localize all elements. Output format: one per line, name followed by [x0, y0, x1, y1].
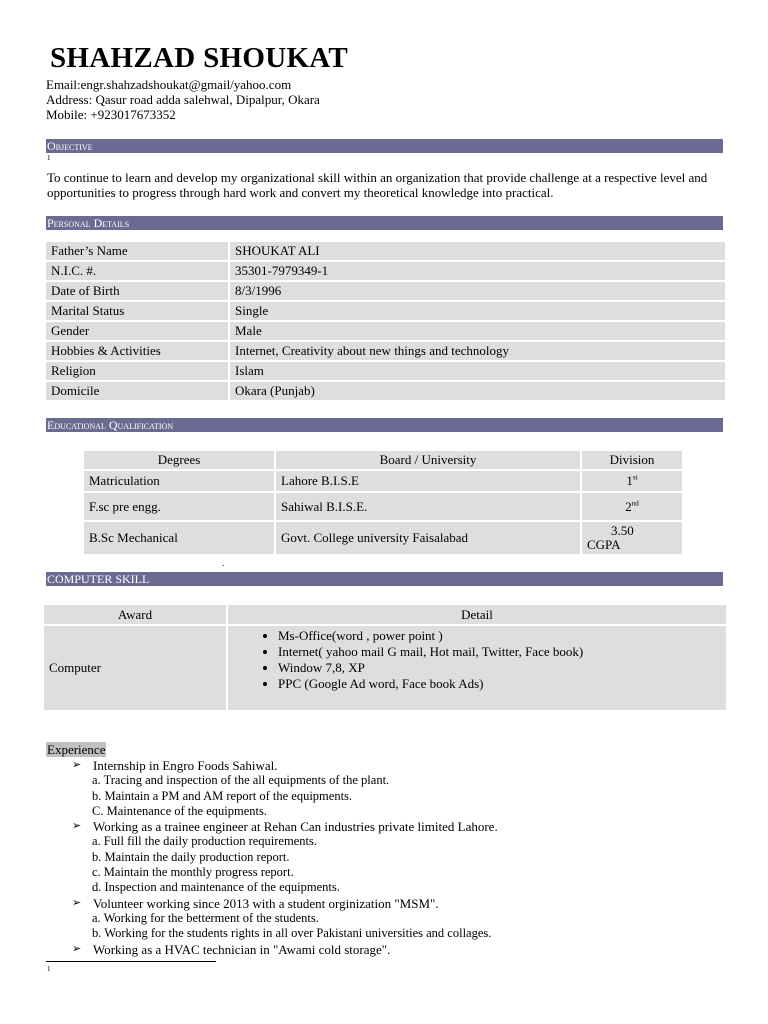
arrow-bullet-icon: ➢	[72, 759, 82, 771]
division-unit: CGPA	[587, 537, 621, 552]
experience-list	[72, 758, 732, 957]
personal-details-table	[44, 240, 727, 402]
personal-details-heading: Personal Details	[46, 216, 723, 230]
experience-text: Internship in Engro Foods Sahiwal.	[93, 758, 278, 773]
experience-subitem: C. Maintenance of the equipments.	[92, 803, 267, 818]
computer-skill-heading: COMPUTER SKILL	[46, 572, 723, 586]
field-value: 8/3/1996	[230, 282, 725, 300]
col-degrees: Degrees	[84, 451, 274, 469]
arrow-bullet-icon: ➢	[72, 896, 82, 909]
field-label: Domicile	[46, 382, 228, 400]
footnote-mark: 1	[47, 965, 51, 973]
skill-list	[233, 628, 721, 692]
email-line: Email:engr.shahzadshoukat@gmail/yahoo.com	[46, 77, 292, 92]
col-detail: Detail	[228, 605, 726, 624]
arrow-bullet-icon: ➢	[72, 942, 82, 955]
stray-dot: .	[222, 558, 225, 568]
table-row	[46, 262, 725, 280]
division-cell	[582, 493, 682, 520]
footnote-separator	[46, 961, 216, 962]
experience-item	[72, 942, 732, 957]
experience-item	[72, 896, 732, 911]
mobile-line: Mobile: +923017673352	[46, 107, 176, 122]
field-label: Religion	[46, 362, 228, 380]
education-table	[82, 449, 684, 556]
field-label: Gender	[46, 322, 228, 340]
division-suffix: st	[632, 473, 638, 482]
list-item: • Window 7,8, XP	[278, 660, 721, 676]
field-value: Okara (Punjab)	[230, 382, 725, 400]
table-row	[46, 382, 725, 400]
experience-item	[72, 758, 732, 773]
field-value: Islam	[230, 362, 725, 380]
objective-text: To continue to learn and develop my organizational skill within an organization that provide challenge at a respective level and opportunities to progress through hard work and convert my theoretical knowledge into practical.	[47, 170, 708, 200]
field-label: N.I.C. #.	[46, 262, 228, 280]
experience-subitem: a. Working for the betterment of the students.	[92, 910, 319, 925]
division-cell	[582, 522, 682, 554]
education-heading: Educational Qualification	[46, 418, 723, 432]
experience-item	[72, 819, 732, 834]
table-row	[46, 282, 725, 300]
field-label: Date of Birth	[46, 282, 228, 300]
board-cell: Sahiwal B.I.S.E.	[276, 493, 580, 520]
board-cell: Lahore B.I.S.E	[276, 471, 580, 491]
field-label: Hobbies & Activities	[46, 342, 228, 360]
objective-heading: Objective	[46, 139, 723, 153]
experience-subitem: b. Maintain a PM and AM report of the equipments.	[92, 788, 353, 803]
detail-cell	[228, 626, 726, 710]
experience-text: Working as a HVAC technician in "Awami cold storage".	[93, 941, 391, 957]
objective-footnote-mark: 1	[47, 154, 51, 162]
field-value: Male	[230, 322, 725, 340]
experience-subitem: a. Full fill the daily production requirements.	[92, 834, 317, 849]
division-value: 3.50	[611, 523, 634, 538]
field-value: Internet, Creativity about new things and technology	[230, 342, 725, 360]
degree-cell: B.Sc Mechanical	[84, 522, 274, 554]
table-row	[84, 522, 682, 554]
division-value: 1	[626, 473, 633, 488]
division-value: 2	[625, 498, 632, 514]
field-value: SHOUKAT ALI	[230, 242, 725, 260]
table-row	[44, 626, 726, 710]
col-board: Board / University	[276, 451, 580, 469]
candidate-name: SHAHZAD SHOUKAT	[50, 42, 349, 74]
division-cell	[582, 471, 682, 491]
division-suffix: nd	[631, 499, 639, 508]
degree-cell: F.sc pre engg.	[84, 493, 274, 520]
list-item: • Ms-Office(word , power point )	[278, 628, 721, 644]
computer-skill-table	[42, 603, 728, 712]
field-value: 35301-7979349-1	[230, 262, 725, 280]
field-value: Single	[230, 302, 725, 320]
experience-subitem: a. Tracing and inspection of the all equipments of the plant.	[92, 773, 390, 788]
award-cell: Computer	[44, 626, 226, 710]
experience-subitem: b. Working for the students rights in all over Pakistani universities and collages.	[92, 926, 492, 941]
col-award: Award	[44, 605, 226, 624]
table-row	[46, 342, 725, 360]
table-row	[84, 471, 682, 491]
col-division: Division	[582, 451, 682, 469]
experience-text: Volunteer working since 2013 with a student orginization "MSM".	[93, 895, 439, 911]
table-row	[46, 362, 725, 380]
table-row	[84, 493, 682, 520]
board-cell: Govt. College university Faisalabad	[276, 522, 580, 554]
experience-subitem: c. Maintain the monthly progress report.	[92, 865, 294, 880]
field-label: Father’s Name	[46, 242, 228, 260]
experience-heading: Experience	[47, 742, 106, 757]
table-row	[46, 242, 725, 260]
arrow-bullet-icon: ➢	[72, 820, 82, 833]
list-item: • Internet( yahoo mail G mail, Hot mail, Twitter, Face book)	[278, 644, 721, 660]
experience-subitem: d. Inspection and maintenance of the equipments.	[92, 880, 340, 895]
experience-text: Working as a trainee engineer at Rehan Can industries private limited Lahore.	[93, 819, 498, 835]
experience-subitem: b. Maintain the daily production report.	[92, 849, 290, 864]
field-label: Marital Status	[46, 302, 228, 320]
table-row	[46, 322, 725, 340]
address-line: Address: Qasur road adda salehwal, Dipalpur, Okara	[46, 92, 320, 107]
degree-cell: Matriculation	[84, 471, 274, 491]
list-item: • PPC (Google Ad word, Face book Ads)	[278, 676, 721, 692]
table-row	[46, 302, 725, 320]
